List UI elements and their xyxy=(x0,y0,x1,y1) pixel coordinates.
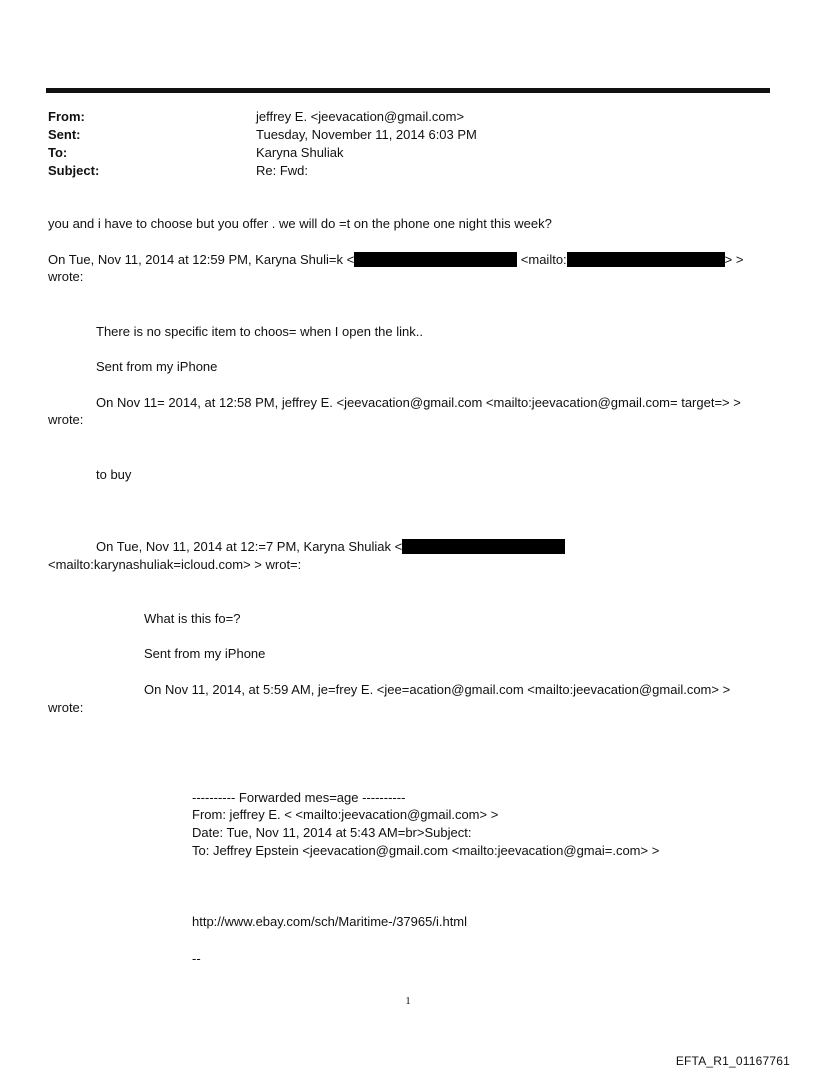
redaction-block xyxy=(354,252,517,267)
level4-attribution: On Nov 11, 2014, at 5:59 AM, je=frey E. <jee=acation@gmail.com <mailto:jeevacation@gmail.com> > xyxy=(144,682,731,697)
quote1-part-b: <mailto: xyxy=(517,252,567,267)
from-row xyxy=(48,108,768,126)
forwarded-date: Date: Tue, Nov 11, 2014 at 5:43 AM=br>Subject: xyxy=(192,825,472,840)
level2-signature: Sent from my iPhone xyxy=(96,359,218,374)
redaction-block xyxy=(567,252,725,267)
level4-signature: Sent from my iPhone xyxy=(144,646,266,661)
level2-attribution: On Nov 11= 2014, at 12:58 PM, jeffrey E. <jeevacation@gmail.com <mailto:jeevacation@gmail.com= target=> > xyxy=(96,395,741,410)
subject-row xyxy=(48,162,768,180)
subject-label: Subject: xyxy=(48,163,100,178)
subject-value: Re: Fwd: xyxy=(256,163,309,178)
from-value: jeffrey E. <jeevacation@gmail.com> xyxy=(256,109,465,124)
forwarded-to: To: Jeffrey Epstein <jeevacation@gmail.com <mailto:jeevacation@gmai=.com> > xyxy=(192,843,660,858)
signature-dashes: -- xyxy=(192,951,201,966)
level4-wrote: wrote: xyxy=(48,700,84,715)
level2-wrote: wrote: xyxy=(48,412,84,427)
to-row xyxy=(48,144,768,162)
email-header xyxy=(48,108,768,180)
quote1-part-a: On Tue, Nov 11, 2014 at 12:59 PM, Karyna Shuli=k < xyxy=(48,252,355,267)
quote1-attribution xyxy=(48,251,743,269)
sent-value: Tuesday, November 11, 2014 6:03 PM xyxy=(256,127,477,142)
sent-label: Sent: xyxy=(48,127,81,142)
level2-text: There is no specific item to choos= when I open the link.. xyxy=(96,324,423,339)
ebay-link[interactable]: http://www.ebay.com/sch/Maritime-/37965/i.html xyxy=(192,914,468,929)
header-divider xyxy=(46,88,770,93)
forwarded-from: From: jeffrey E. < <mailto:jeevacation@gmail.com> > xyxy=(192,807,499,822)
sent-row xyxy=(48,126,768,144)
level3-text: to buy xyxy=(96,467,132,482)
document-id: EFTA_R1_01167761 xyxy=(675,1054,790,1068)
to-label: To: xyxy=(48,145,68,160)
reply-text: you and i have to choose but you offer . we will do =t on the phone one night this week? xyxy=(48,216,552,231)
redaction-block xyxy=(402,539,565,554)
to-value: Karyna Shuliak xyxy=(256,145,344,160)
level4-text: What is this fo=? xyxy=(144,611,241,626)
from-label: From: xyxy=(48,109,85,124)
quote1-part-c: > > xyxy=(724,252,744,267)
level3-attribution xyxy=(96,538,565,556)
quote1-wrote: wrote: xyxy=(48,269,84,284)
forwarded-title: ---------- Forwarded mes=age ---------- xyxy=(192,790,406,805)
level3-mailto: <mailto:karynashuliak=icloud.com> > wrot=: xyxy=(48,557,302,572)
page-number: 1 xyxy=(405,995,411,1007)
level3-part-a: On Tue, Nov 11, 2014 at 12:=7 PM, Karyna Shuliak < xyxy=(96,539,403,554)
